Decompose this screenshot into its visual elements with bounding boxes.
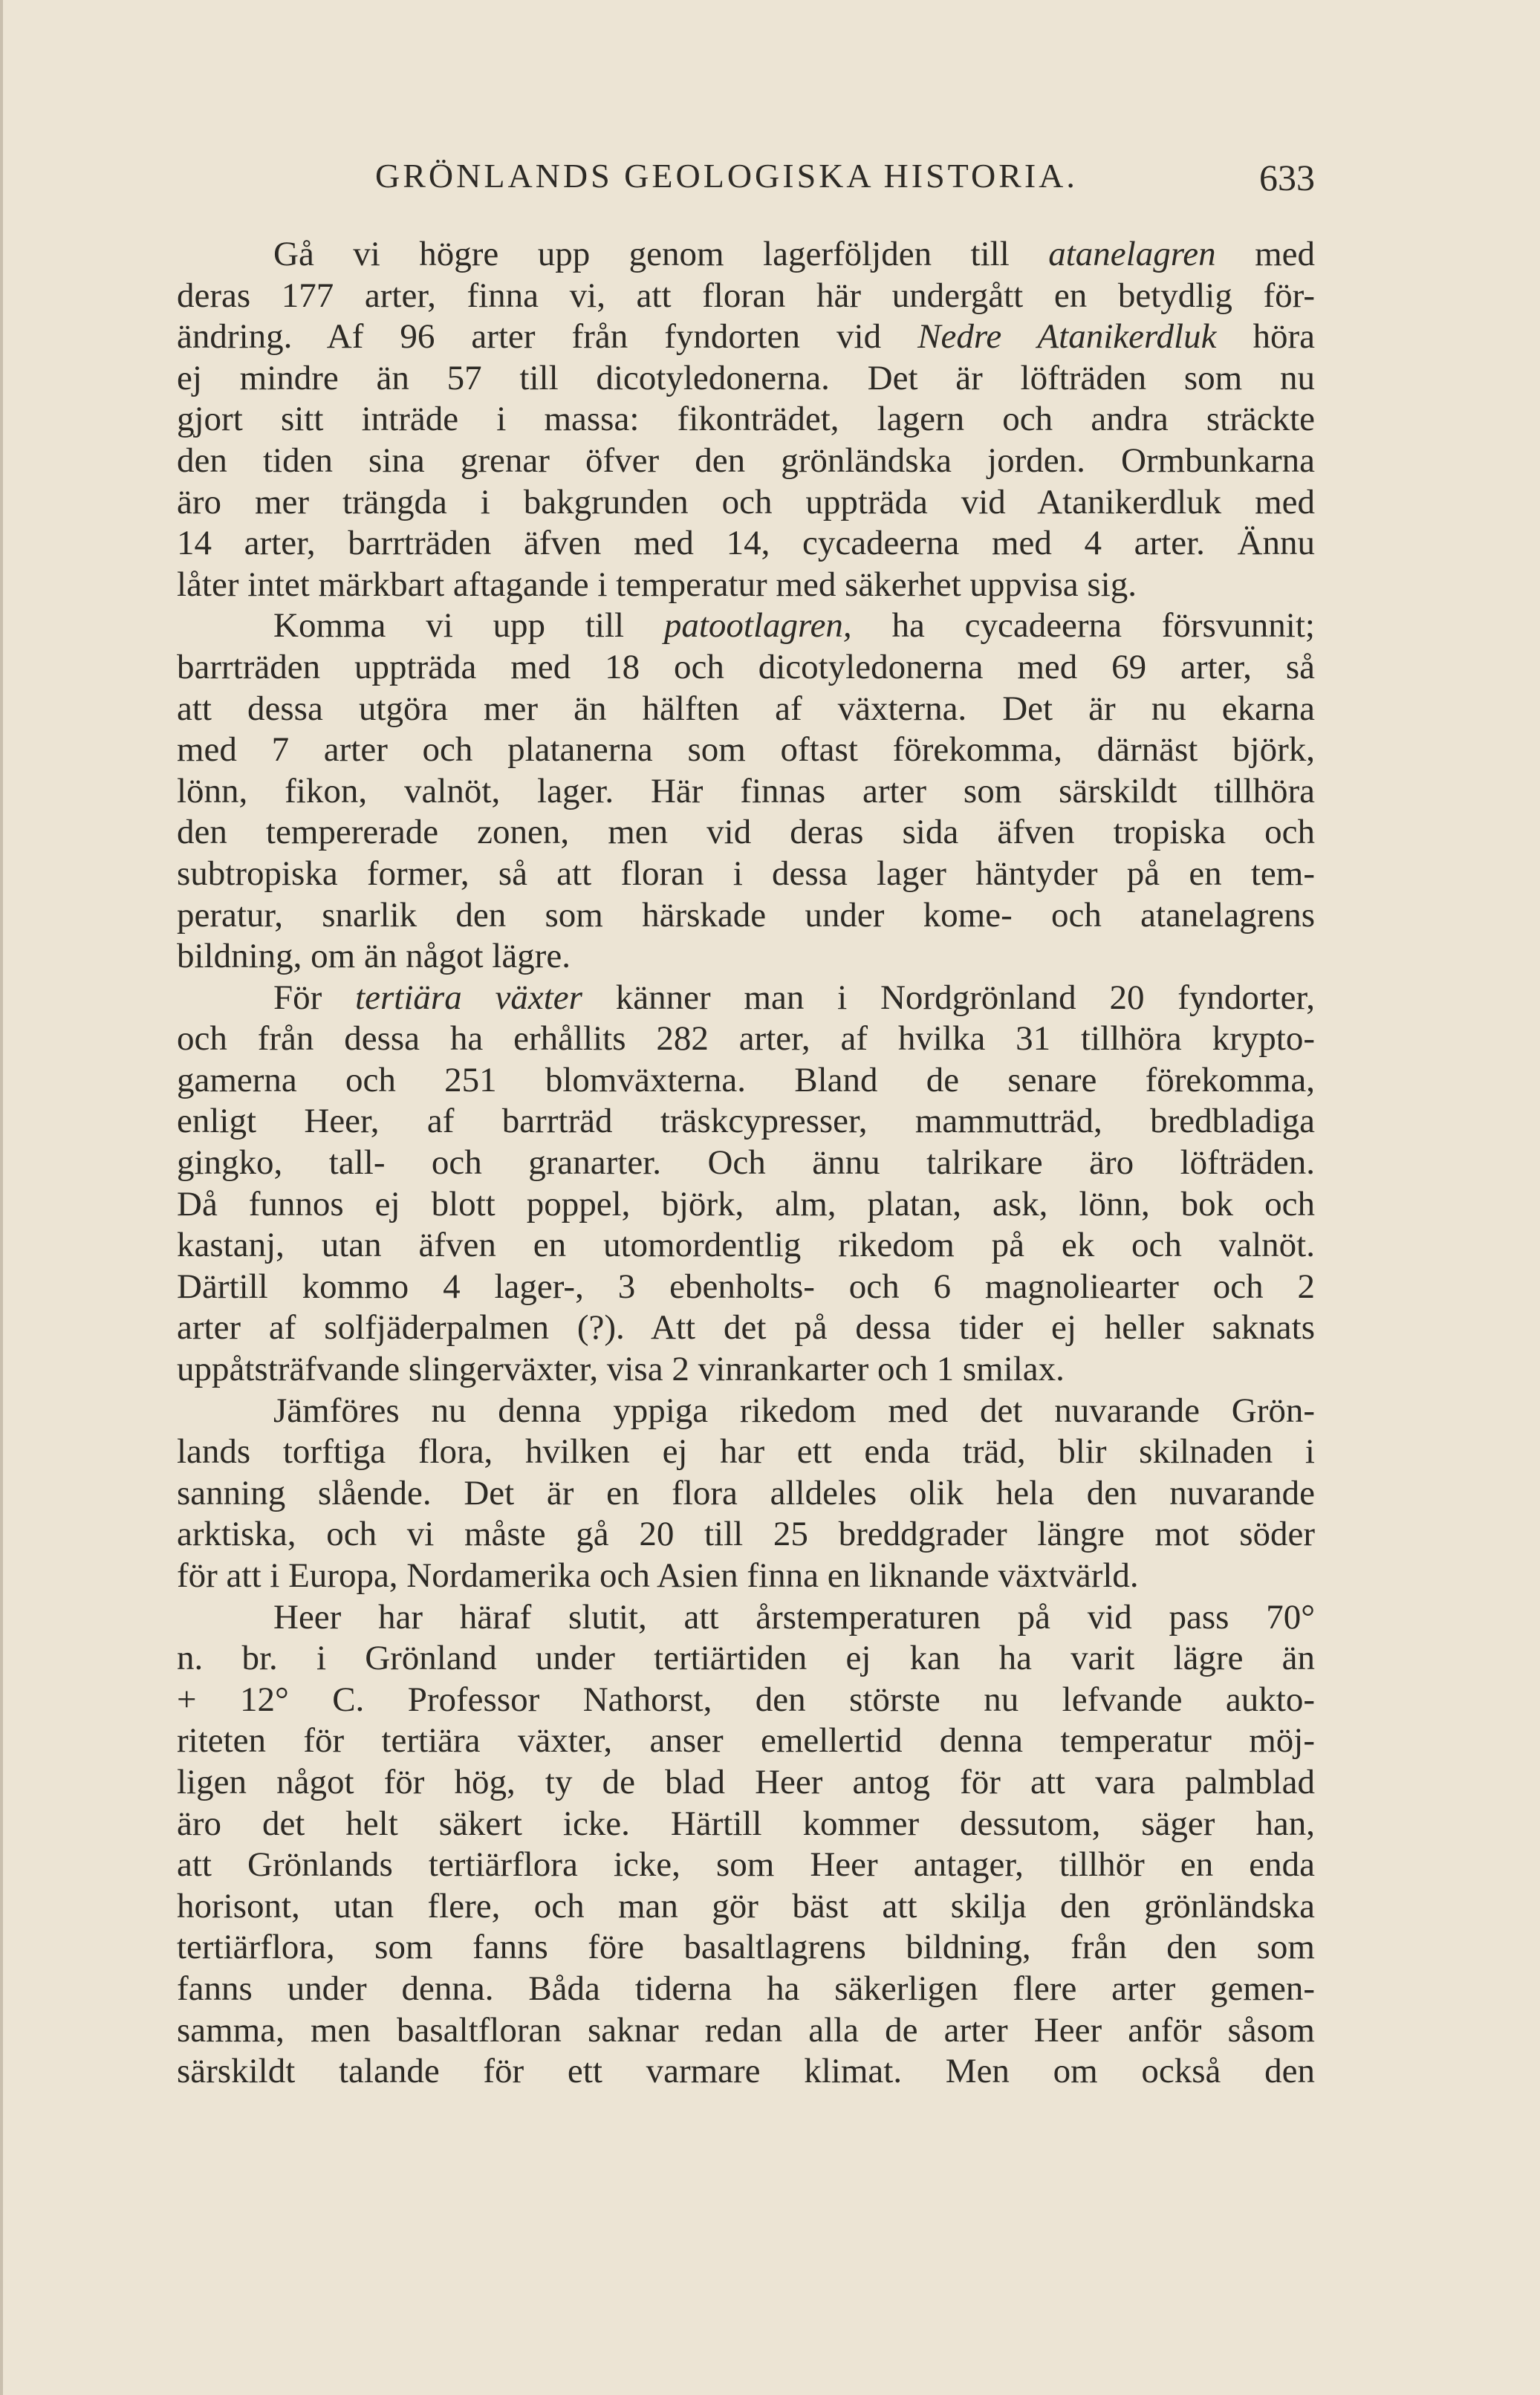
text-line: n. br. i Grönland under tertiärtiden ej kan ha varit lägre än	[177, 1639, 1315, 1678]
text-line: kastanj, utan äfven en utomordentlig rikedom på ek och valnöt.	[177, 1226, 1315, 1265]
text-line: särskildt talande för ett varmare klimat. Men om också den	[177, 2052, 1315, 2091]
text-line: ändring. Af 96 arter från fyndorten vid Nedre Atanikerdluk höra	[177, 317, 1316, 357]
text-line: den tiden sina grenar öfver den grönländska jorden. Ormbunkarna	[177, 441, 1315, 480]
text-line: låter intet märkbart aftagande i temperatur med säkerhet uppvisa sig.	[177, 565, 1137, 604]
text-line: äro det helt säkert icke. Härtill kommer dessutom, säger han,	[177, 1804, 1315, 1843]
text-line: gamerna och 251 blomväxterna. Bland de senare förekomma,	[177, 1060, 1315, 1099]
text-line: lönn, fikon, valnöt, lager. Här finnas arter som särskildt tillhöra	[177, 771, 1315, 810]
text-line: arktiska, och vi måste gå 20 till 25 breddgrader längre mot söder	[177, 1515, 1315, 1554]
page-number: 633	[1259, 157, 1315, 198]
text-line: att dessa utgöra mer än hälften af växterna. Det är nu ekarna	[177, 689, 1315, 728]
running-title: GRÖNLANDS GEOLOGISKA HISTORIA.	[375, 157, 1078, 195]
text-line: Därtill kommo 4 lager-, 3 ebenholts- och 6 magnoliearter och 2	[177, 1267, 1315, 1306]
text-line: Gå vi högre upp genom lagerföljden till atanelagren med	[273, 235, 1315, 273]
text-line: + 12° C. Professor Nathorst, den störste nu lefvande aukto-	[177, 1680, 1315, 1719]
body-text	[177, 234, 1315, 2093]
text-line: Då funnos ej blott poppel, björk, alm, platan, ask, lönn, bok och	[177, 1184, 1315, 1224]
text-line: ligen något för hög, ty de blad Heer antog för att vara palmblad	[177, 1762, 1315, 1801]
text-line: Komma vi upp till patootlagren, ha cycadeerna försvunnit;	[273, 606, 1315, 646]
page-header	[178, 156, 1315, 208]
text-line: med 7 arter och platanerna som oftast förekomma, därnäst björk,	[177, 730, 1315, 770]
text-line: uppåtsträfvande slingerväxter, visa 2 vinrankarter och 1 smilax.	[177, 1350, 1065, 1389]
text-line: peratur, snarlik den som härskade under kome- och atanelagrens	[177, 895, 1315, 935]
text-line: 14 arter, barrträden äfven med 14, cycadeerna med 4 arter. Ännu	[177, 524, 1315, 563]
text-line: enligt Heer, af barrträd träskcypresser, mammutträd, bredbladiga	[177, 1102, 1315, 1141]
text-line: barrträden uppträda med 18 och dicotyledonerna med 69 arter, så	[177, 647, 1315, 686]
text-line: tertiärflora, som fanns före basaltlagrens bildning, från den som	[177, 1928, 1315, 1967]
text-line: För tertiära växter känner man i Nordgrönland 20 fyndorter,	[273, 978, 1315, 1017]
text-line: äro mer trängda i bakgrunden och uppträda vid Atanikerdluk med	[177, 482, 1315, 521]
text-line: gjort sitt inträde i massa: fikonträdet, lagern och andra sträckte	[177, 400, 1315, 439]
text-line: bildning, om än något lägre.	[177, 937, 571, 976]
text-line: horisont, utan flere, och man gör bäst att skilja den grönländska	[177, 1886, 1315, 1926]
page-edge	[0, 0, 3, 2395]
text-line: fanns under denna. Båda tiderna ha säkerligen flere arter gemen-	[177, 1969, 1315, 2008]
text-line: subtropiska former, så att floran i dessa lager häntyder på en tem-	[177, 854, 1315, 893]
text-line: ej mindre än 57 till dicotyledonerna. Det är löfträden som nu	[177, 358, 1315, 397]
text-line: sanning slående. Det är en flora alldeles olik hela den nuvarande	[177, 1473, 1315, 1512]
text-line: lands torftiga flora, hvilken ej har ett enda träd, blir skilnaden i	[177, 1432, 1315, 1472]
text-line: deras 177 arter, finna vi, att floran här undergått en betydlig för-	[177, 276, 1315, 315]
text-line: den tempererade zonen, men vid deras sida äfven tropiska och	[177, 813, 1315, 852]
text-line: för att i Europa, Nordamerika och Asien finna en liknande växtvärld.	[177, 1556, 1139, 1595]
text-line: gingko, tall- och granarter. Och ännu talrikare äro löfträden.	[177, 1143, 1315, 1183]
text-line: Heer har häraf slutit, att årstemperaturen på vid pass 70°	[273, 1597, 1315, 1637]
text-line: arter af solfjäderpalmen (?). Att det på dessa tider ej heller saknats	[177, 1308, 1315, 1348]
text-line: Jämföres nu denna yppiga rikedom med det nuvarande Grön-	[273, 1391, 1315, 1430]
text-line: att Grönlands tertiärflora icke, som Heer antager, tillhör en enda	[177, 1845, 1315, 1885]
text-line: samma, men basaltfloran saknar redan alla de arter Heer anför såsom	[177, 2010, 1315, 2050]
text-line: och från dessa ha erhållits 282 arter, af hvilka 31 tillhöra krypto-	[177, 1019, 1315, 1059]
text-line: riteten för tertiära växter, anser emellertid denna temperatur möj-	[177, 1721, 1315, 1761]
